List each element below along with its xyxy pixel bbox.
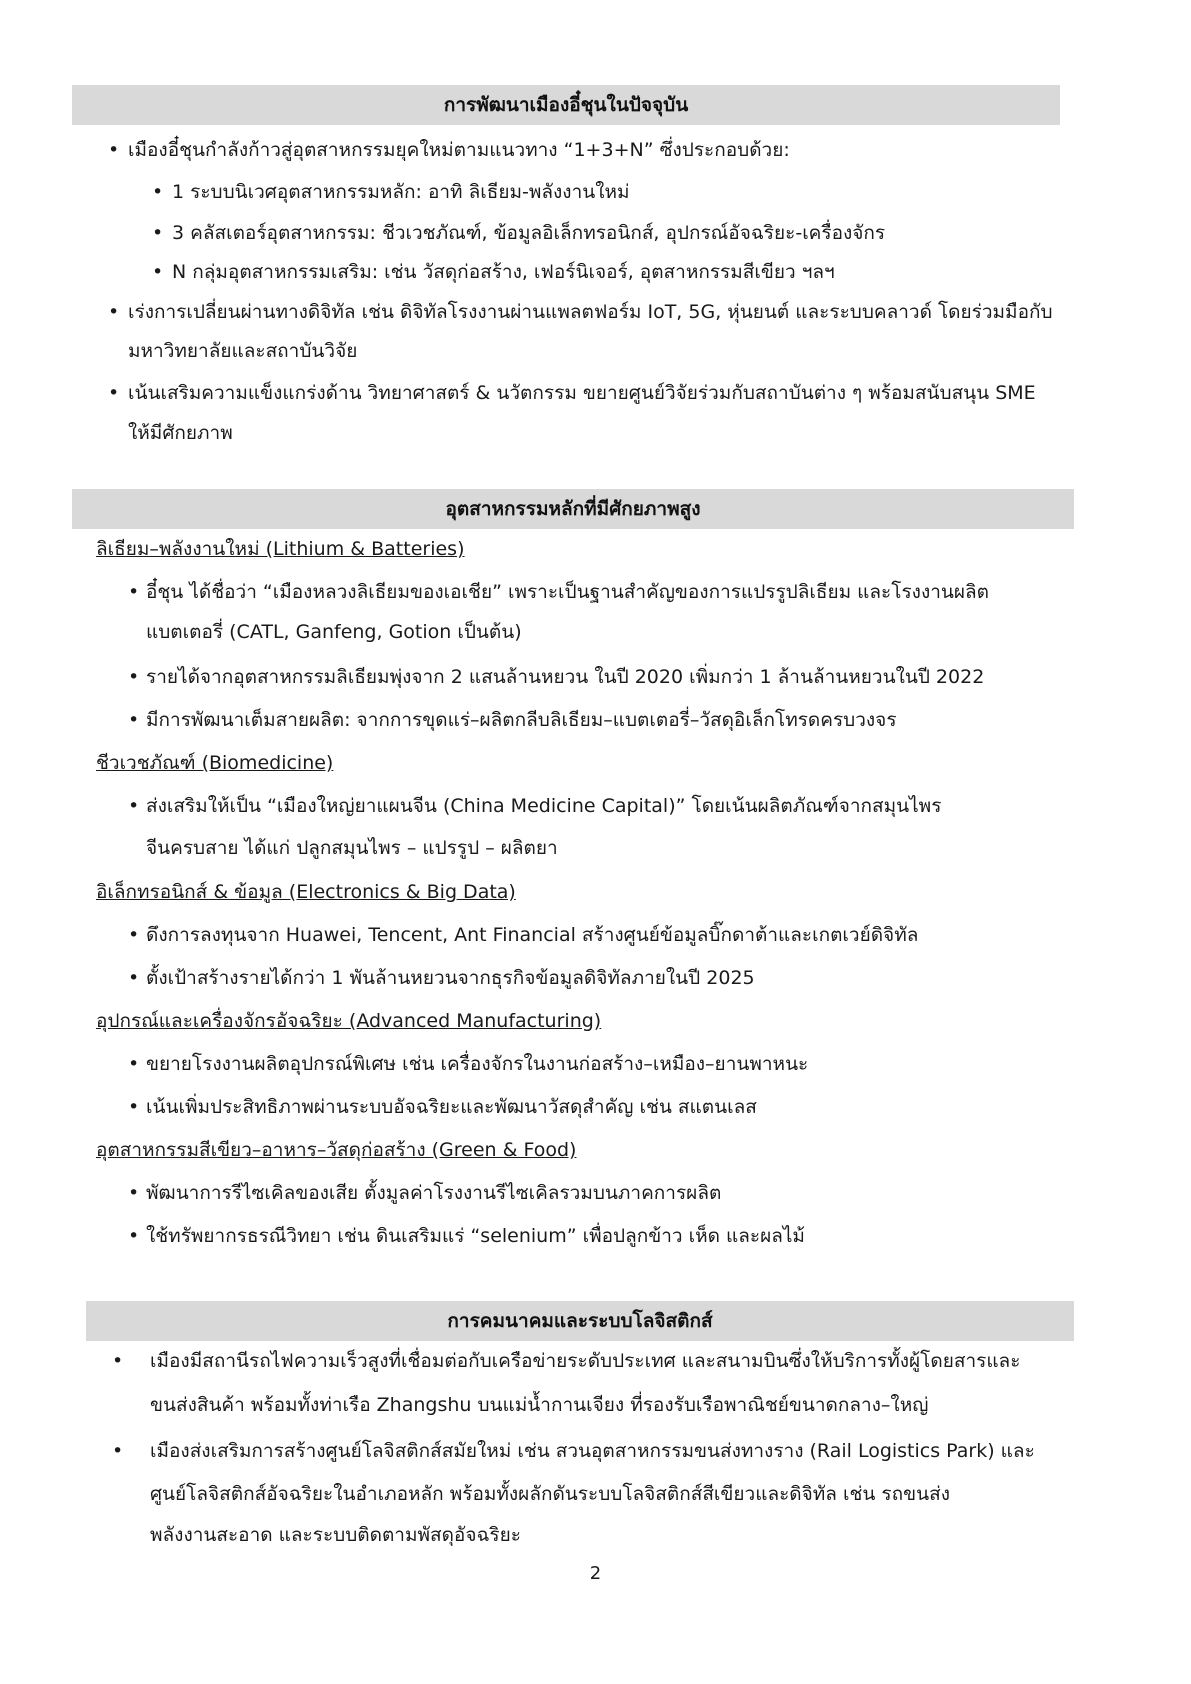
bullet-text: เมืองอี๋ชุนกำลังก้าวสู่อุตสาหกรรมยุคใหม่ตามแนวทาง “1+3+N” ซึ่งประกอบด้วย:: [128, 139, 790, 161]
subheading: ชีวเวชภัณฑ์ (Biomedicine): [96, 752, 334, 774]
section-header: การพัฒนาเมืองอี๋ชุนในปัจจุบัน: [72, 85, 1060, 125]
bullet-text-cont: จีนครบสาย ได้แก่ ปลูกสมุนไพร – แปรรูป – ผลิตยา: [146, 837, 558, 859]
bullet-text: พัฒนาการรีไซเคิลของเสีย ตั้งมูลค่าโรงงานรีไซเคิลรวมบนภาคการผลิต: [146, 1182, 722, 1204]
bullet-text-cont: มหาวิทยาลัยและสถาบันวิจัย: [128, 340, 358, 362]
subheading: อิเล็กทรอนิกส์ & ข้อมูล (Electronics & Big Data): [96, 881, 516, 903]
bullet-dot: •: [128, 581, 140, 603]
bullet-dot: •: [128, 967, 140, 989]
bullet-text: ตั้งเป้าสร้างรายได้กว่า 1 พันล้านหยวนจากธุรกิจข้อมูลดิจิทัลภายในปี 2025: [146, 967, 755, 989]
sub-bullet-text: N กลุ่มอุตสาหกรรมเสริม: เช่น วัสดุก่อสร้าง, เฟอร์นิเจอร์, อุตสาหกรรมสีเขียว ฯลฯ: [172, 261, 835, 283]
bullet-text: มีการพัฒนาเต็มสายผลิต: จากการขุดแร่–ผลิตกลีบลิเธียม–แบตเตอรี่–วัสดุอิเล็กโทรดครบวงจร: [146, 709, 897, 731]
bullet-dot: •: [108, 139, 120, 161]
page-number: 2: [589, 1563, 602, 1584]
bullet-text: เร่งการเปลี่ยนผ่านทางดิจิทัล เช่น ดิจิทัลโรงงานผ่านแพลตฟอร์ม IoT, 5G, หุ่นยนต์ และระบบคลาวด์ โดยร่วมมือกับ: [128, 301, 1053, 323]
bullet-dot: •: [152, 222, 164, 244]
section-header: อุตสาหกรรมหลักที่มีศักยภาพสูง: [72, 489, 1074, 529]
section-header: การคมนาคมและระบบโลจิสติกส์: [86, 1301, 1074, 1341]
bullet-dot: •: [128, 709, 140, 731]
bullet-text: เมืองมีสถานีรถไฟความเร็วสูงที่เชื่อมต่อกับเครือข่ายระดับประเทศ และสนามบินซึ่งให้บริการทั้งผู้โดยสารและ: [150, 1350, 1021, 1372]
bullet-dot: •: [108, 301, 120, 323]
bullet-dot: •: [128, 795, 140, 817]
bullet-dot: •: [112, 1350, 124, 1372]
bullet-text-cont: ขนส่งสินค้า พร้อมทั้งท่าเรือ Zhangshu บนแม่น้ำกานเจียง ที่รองรับเรือพาณิชย์ขนาดกลาง–ใหญ่: [150, 1394, 929, 1416]
bullet-dot: •: [128, 1182, 140, 1204]
subheading: อุตสาหกรรมสีเขียว–อาหาร–วัสดุก่อสร้าง (Green & Food): [96, 1139, 577, 1161]
bullet-text-cont: ศูนย์โลจิสติกส์อัจฉริยะในอำเภอหลัก พร้อมทั้งผลักดันระบบโลจิสติกส์สีเขียวและดิจิทัล เช่น รถขนส่ง: [150, 1483, 950, 1505]
bullet-dot: •: [128, 1096, 140, 1118]
bullet-text-cont: พลังงานสะอาด และระบบติดตามพัสดุอัจฉริยะ: [150, 1524, 521, 1546]
sub-bullet-text: 1 ระบบนิเวศอุตสาหกรรมหลัก: อาทิ ลิเธียม-พลังงานใหม่: [172, 181, 630, 203]
bullet-text: รายได้จากอุตสาหกรรมลิเธียมพุ่งจาก 2 แสนล้านหยวน ในปี 2020 เพิ่มกว่า 1 ล้านล้านหยวนในปี 2022: [146, 666, 985, 688]
bullet-text: ส่งเสริมให้เป็น “เมืองใหญ่ยาแผนจีน (China Medicine Capital)” โดยเน้นผลิตภัณฑ์จากสมุนไพร: [146, 795, 942, 817]
bullet-dot: •: [128, 1225, 140, 1247]
bullet-text: ดึงการลงทุนจาก Huawei, Tencent, Ant Financial สร้างศูนย์ข้อมูลบิ๊กดาต้าและเกตเวย์ดิจิทัล: [146, 924, 919, 946]
sub-bullet-text: 3 คลัสเตอร์อุตสาหกรรม: ชีวเวชภัณฑ์, ข้อมูลอิเล็กทรอนิกส์, อุปกรณ์อัจฉริยะ-เครื่องจักร: [172, 222, 886, 244]
bullet-text-cont: ให้มีศักยภาพ: [128, 422, 233, 444]
bullet-dot: •: [112, 1440, 124, 1462]
bullet-text: เน้นเพิ่มประสิทธิภาพผ่านระบบอัจฉริยะและพัฒนาวัสดุสำคัญ เช่น สแตนเลส: [146, 1096, 757, 1118]
bullet-text: เมืองส่งเสริมการสร้างศูนย์โลจิสติกส์สมัยใหม่ เช่น สวนอุตสาหกรรมขนส่งทางราง (Rail Logistics Park) และ: [150, 1440, 1035, 1462]
bullet-dot: •: [152, 181, 164, 203]
bullet-text: ใช้ทรัพยากรธรณีวิทยา เช่น ดินเสริมแร่ “selenium” เพื่อปลูกข้าว เห็ด และผลไม้: [146, 1225, 805, 1247]
bullet-dot: •: [128, 666, 140, 688]
subheading: ลิเธียม–พลังงานใหม่ (Lithium & Batteries): [96, 538, 465, 560]
bullet-text-cont: แบตเตอรี่ (CATL, Ganfeng, Gotion เป็นต้น): [146, 621, 522, 643]
bullet-dot: •: [152, 261, 164, 283]
subheading: อุปกรณ์และเครื่องจักรอัจฉริยะ (Advanced Manufacturing): [96, 1010, 602, 1032]
bullet-text: อี๋ชุน ได้ชื่อว่า “เมืองหลวงลิเธียมของเอเชีย” เพราะเป็นฐานสำคัญของการแปรรูปลิเธียม และโรงงานผลิต: [146, 581, 989, 603]
bullet-dot: •: [128, 924, 140, 946]
bullet-dot: •: [128, 1053, 140, 1075]
bullet-text: เน้นเสริมความแข็งแกร่งด้าน วิทยาศาสตร์ & นวัตกรรม ขยายศูนย์วิจัยร่วมกับสถาบันต่าง ๆ พร้อมสนับสนุน SME: [128, 382, 1036, 404]
bullet-text: ขยายโรงงานผลิตอุปกรณ์พิเศษ เช่น เครื่องจักรในงานก่อสร้าง–เหมือง–ยานพาหนะ: [146, 1053, 809, 1075]
bullet-dot: •: [108, 382, 120, 404]
